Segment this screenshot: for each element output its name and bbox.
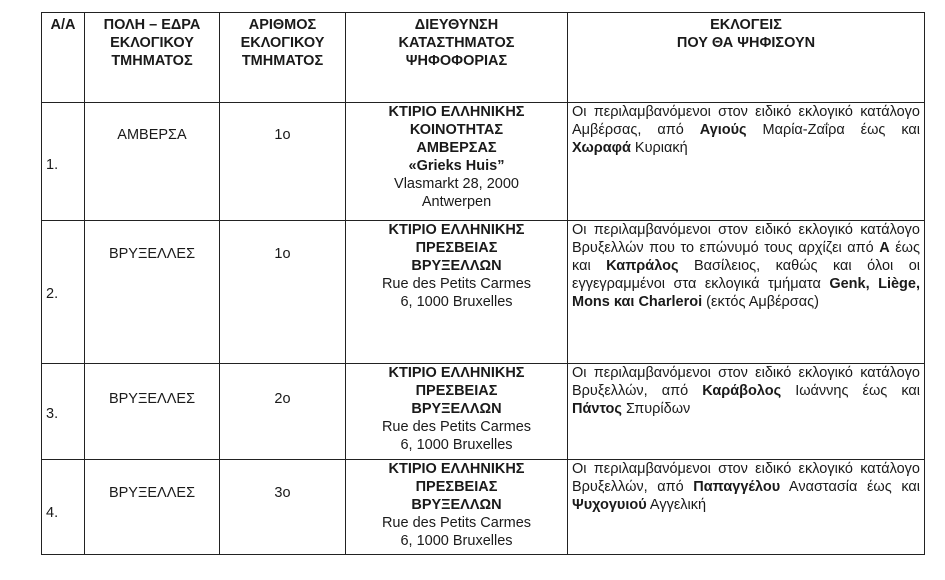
row-number: 2. bbox=[42, 221, 85, 364]
polling-stations-table bbox=[41, 12, 925, 555]
description-bold-segment: Πάντος bbox=[572, 401, 622, 417]
row-address bbox=[346, 221, 568, 364]
table-row bbox=[42, 364, 925, 460]
description-segment: Οι περιλαμβανόμενοι στον ειδικό εκλογικό κατάλογο Αμβέρσας, από bbox=[572, 104, 920, 138]
table-row bbox=[42, 460, 925, 555]
row-department: 1ο bbox=[220, 221, 346, 364]
address-line-bold: ΚΤΙΡΙΟ ΕΛΛΗΝΙΚΗΣ bbox=[388, 461, 525, 477]
address-line-bold: ΠΡΕΣΒΕΙΑΣ bbox=[415, 383, 498, 399]
row-number: 3. bbox=[42, 364, 85, 460]
row-voters-description bbox=[568, 364, 925, 460]
header-department-number: ΑΡΙΘΜΟΣ ΕΚΛΟΓΙΚΟΥ ΤΜΗΜΑΤΟΣ bbox=[220, 13, 346, 103]
row-voters-description bbox=[568, 221, 925, 364]
row-department: 3ο bbox=[220, 460, 346, 555]
row-address bbox=[346, 460, 568, 555]
address-line-bold: ΑΜΒΕΡΣΑΣ bbox=[416, 140, 497, 156]
row-city: ΒΡΥΞΕΛΛΕΣ bbox=[85, 221, 220, 364]
row-city: ΒΡΥΞΕΛΛΕΣ bbox=[85, 460, 220, 555]
row-number: 4. bbox=[42, 460, 85, 555]
header-aa: Α/Α bbox=[42, 13, 85, 103]
description-segment: Ιωάννης έως και bbox=[781, 383, 920, 399]
description-segment: Αναστασία έως και bbox=[780, 479, 920, 495]
address-line-bold: ΠΡΕΣΒΕΙΑΣ bbox=[415, 240, 498, 256]
address-line-bold: ΚΤΙΡΙΟ ΕΛΛΗΝΙΚΗΣ bbox=[388, 222, 525, 238]
row-voters-description bbox=[568, 460, 925, 555]
address-line: Antwerpen bbox=[421, 194, 492, 210]
description-segment: Μαρία-Ζαΐρα έως και bbox=[746, 122, 920, 138]
address-line: 6, 1000 Bruxelles bbox=[400, 294, 513, 310]
row-city: ΑΜΒΕΡΣΑ bbox=[85, 103, 220, 221]
table-header-row bbox=[42, 13, 925, 103]
address-line: Vlasmarkt 28, 2000 bbox=[394, 176, 519, 192]
row-department: 1ο bbox=[220, 103, 346, 221]
table-row bbox=[42, 221, 925, 364]
table-row bbox=[42, 103, 925, 221]
description-segment: Αγγελική bbox=[646, 497, 707, 513]
address-line-bold: ΒΡΥΞΕΛΛΩΝ bbox=[411, 401, 502, 417]
description-bold-segment: Παπαγγέλου bbox=[693, 479, 781, 495]
address-line: Rue des Petits Carmes bbox=[381, 276, 532, 292]
description-bold-segment: Genk, Liège, Mons και Charleroi bbox=[572, 276, 920, 310]
description-segment: Κυριακή bbox=[630, 140, 688, 156]
address-line-bold: ΚΤΙΡΙΟ ΕΛΛΗΝΙΚΗΣ bbox=[388, 104, 525, 120]
row-city: ΒΡΥΞΕΛΛΕΣ bbox=[85, 364, 220, 460]
row-address bbox=[346, 103, 568, 221]
row-voters-description bbox=[568, 103, 925, 221]
header-city: ΠΟΛΗ – ΕΔΡΑ ΕΚΛΟΓΙΚΟΥ ΤΜΗΜΑΤΟΣ bbox=[85, 13, 220, 103]
address-line-bold: ΚΟΙΝΟΤΗΤΑΣ bbox=[409, 122, 504, 138]
header-voters: ΕΚΛΟΓΕΙΣ ΠΟΥ ΘΑ ΨΗΦΙΣΟΥΝ bbox=[568, 13, 925, 103]
address-line: Rue des Petits Carmes bbox=[381, 419, 532, 435]
address-line: Rue des Petits Carmes bbox=[381, 515, 532, 531]
description-segment: Οι περιλαμβανόμενοι στον ειδικό εκλογικό κατάλογο Βρυξελλών, από bbox=[572, 461, 920, 495]
description-segment: (εκτός Αμβέρσας) bbox=[702, 294, 819, 310]
address-line: 6, 1000 Bruxelles bbox=[400, 533, 513, 549]
description-bold-segment: Αγιούς bbox=[699, 122, 747, 138]
address-line-bold: ΒΡΥΞΕΛΛΩΝ bbox=[411, 497, 502, 513]
description-segment: Σπυρίδων bbox=[621, 401, 691, 417]
address-line-bold: «Grieks Huis” bbox=[408, 158, 505, 174]
description-bold-segment: Ψυχογυιού bbox=[572, 497, 647, 513]
description-bold-segment: Α bbox=[879, 240, 890, 256]
description-segment: έως και bbox=[572, 240, 920, 274]
description-bold-segment: Καράβολος bbox=[702, 383, 782, 399]
description-segment: Οι περιλαμβανόμενοι στον ειδικό εκλογικό κατάλογο Βρυξελλών, από bbox=[572, 365, 920, 399]
row-department: 2ο bbox=[220, 364, 346, 460]
description-bold-segment: Καπράλος bbox=[606, 258, 679, 274]
description-segment: Βασίλειος, καθώς και όλοι οι εγγεγραμμένοι στα εκλογικά τμήματα bbox=[572, 258, 920, 292]
address-line-bold: ΒΡΥΞΕΛΛΩΝ bbox=[411, 258, 502, 274]
row-number: 1. bbox=[42, 103, 85, 221]
header-address: ΔΙΕΥΘΥΝΣΗ ΚΑΤΑΣΤΗΜΑΤΟΣ ΨΗΦΟΦΟΡΙΑΣ bbox=[346, 13, 568, 103]
address-line: 6, 1000 Bruxelles bbox=[400, 437, 513, 453]
description-bold-segment: Χωραφά bbox=[572, 140, 631, 156]
description-segment: Οι περιλαμβανόμενοι στον ειδικό εκλογικό κατάλογο Βρυξελλών που το επώνυμό τους αρχίζει από bbox=[572, 222, 920, 256]
address-line-bold: ΠΡΕΣΒΕΙΑΣ bbox=[415, 479, 498, 495]
address-line-bold: ΚΤΙΡΙΟ ΕΛΛΗΝΙΚΗΣ bbox=[388, 365, 525, 381]
row-address bbox=[346, 364, 568, 460]
